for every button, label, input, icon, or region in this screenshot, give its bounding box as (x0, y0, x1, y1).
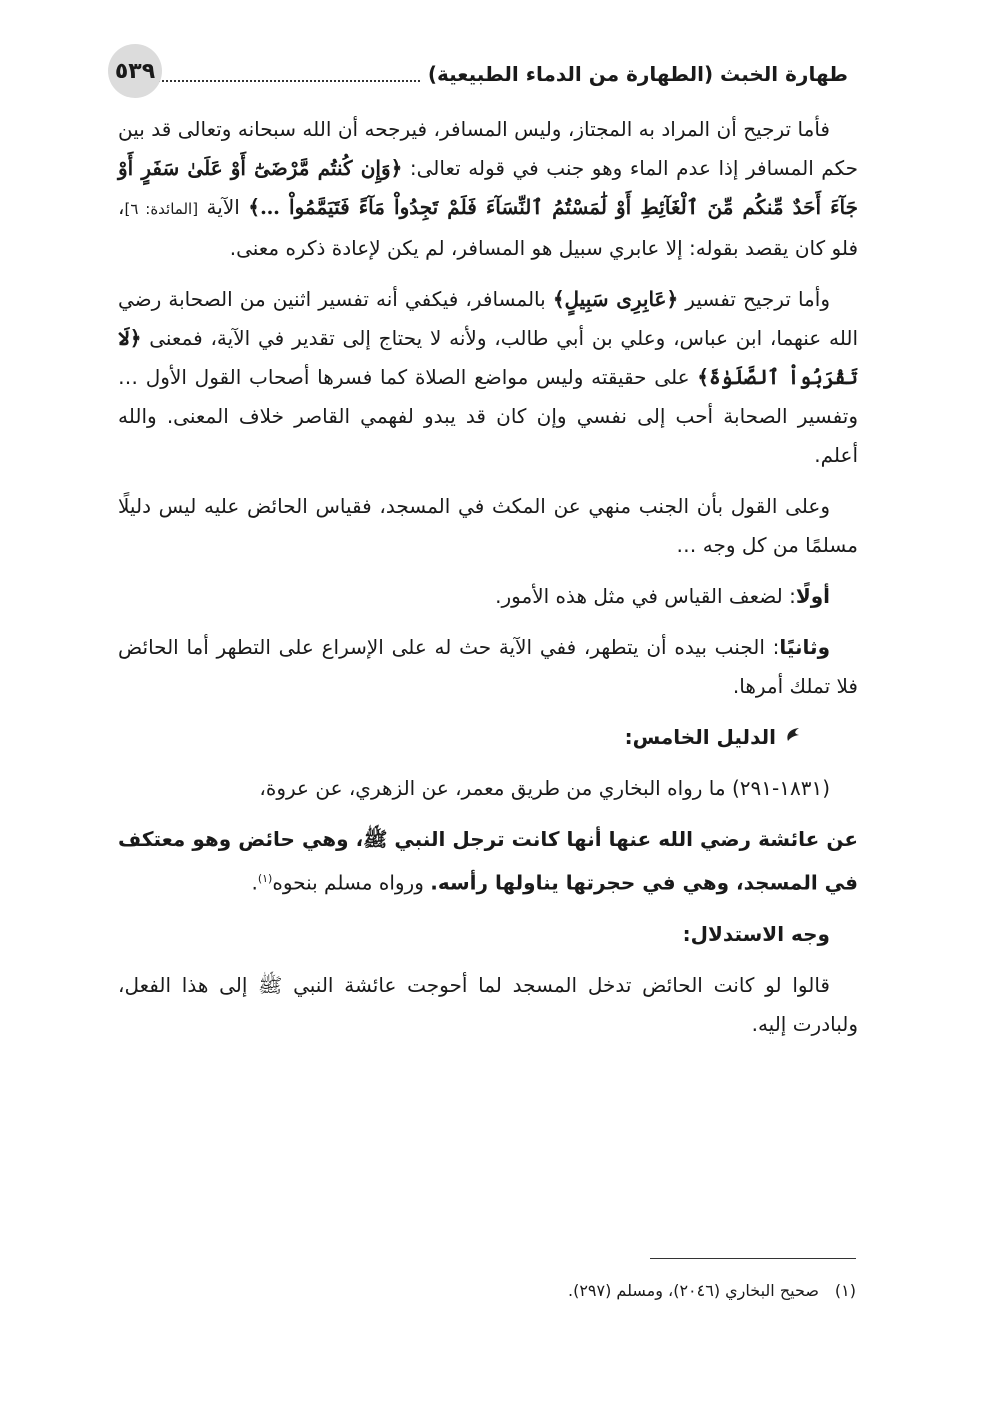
section-heading (118, 718, 858, 757)
paragraph-text: وأما ترجيح تفسير (678, 287, 830, 311)
paragraph: وعلى القول بأن الجنب منهي عن المكث في المسجد، فقياس الحائض عليه ليس دليلًا مسلمًا من كل وجه … (118, 494, 858, 557)
running-title: طهارة الخبث (الطهارة من الدماء الطبيعية) (427, 62, 848, 86)
section-heading: وجه الاستدلال: (682, 921, 830, 946)
page-header (108, 44, 848, 104)
paragraph-text: على حقيقته وليس مواضع الصلاة كما فسرها أصحاب القول الأول … وتفسير الصحابة أحب إلى نفسي وإن كان قد يبدو لفهمي القاصر خلاف المعنى. والله أعلم. (118, 365, 858, 467)
paragraph (118, 110, 858, 268)
paragraph-text: . (251, 870, 258, 895)
hadith-text: عن عائشة رضي الله عنها أنها كانت ترجل النبي ﷺ، وهي حائض وهو معتكف في المسجد، وهي في حجرتها يناولها رأسه. (118, 827, 858, 895)
footnote (300, 1277, 856, 1305)
paragraph (118, 280, 858, 475)
footnote-divider (650, 1258, 856, 1259)
quran-verse: ﴿عَابِرِى سَبِيلٍ﴾ (552, 287, 679, 311)
paragraph-text: : لضعف القياس في مثل هذه الأمور. (495, 584, 796, 608)
page-body (118, 110, 858, 1056)
paragraph: قالوا لو كانت الحائض تدخل المسجد لما أحوجت عائشة النبي ﷺ إلى هذا الفعل، ولبادرت إليه. (118, 972, 858, 1036)
paragraph-text: ورواه مسلم بنحوه (272, 870, 431, 895)
verse-reference: [المائدة: ٦] (124, 200, 199, 218)
page-number: ٥٣٩ (108, 44, 162, 98)
paragraph (118, 628, 858, 706)
point-label: وثانيًا (779, 635, 830, 659)
footnote-ref[interactable]: (١) (257, 872, 273, 885)
quran-verse: ﴿لَا تَقْرَبُواْ ٱلصَّلَوٰةَ﴾ (118, 326, 858, 389)
paragraph-text: بالمسافر، فيكفي أنه تفسير اثنين من الصحابة رضي الله عنهما، ابن عباس، وعلي بن أبي طالب، ولأنه لا يحتاج إلى تقدير في الآية، فمعنى (118, 287, 858, 350)
heading-text: الدليل الخامس: (624, 725, 776, 749)
header-dotted-rule (122, 80, 420, 82)
point-label: أولًا (795, 584, 830, 608)
crescent-leaf-icon (784, 718, 830, 757)
paragraph-text: : الجنب بيده أن يتطهر، ففي الآية حث له على الإسراع على التطهر أما الحائض فلا تملك أمرها. (118, 635, 858, 698)
paragraph: (١٨٣١-٢٩١) ما رواه البخاري من طريق معمر، عن الزهري، عن عروة، (259, 776, 830, 800)
footnote-text: صحيح البخاري (٢٠٤٦)، ومسلم (٢٩٧). (567, 1281, 819, 1300)
paragraph (118, 577, 858, 616)
paragraph (118, 820, 858, 903)
paragraph-text: فأما ترجيح أن المراد به المجتاز، وليس المسافر، فيرجحه أن الله سبحانه وتعالى قد بين حكم المسافر إذا عدم الماء وهو جنب في قوله تعالى: (118, 117, 859, 180)
quran-verse: ﴿وَإِن كُنتُم مَّرْضَىٰٓ أَوْ عَلَىٰ سَفَرٍ أَوْ جَآءَ أَحَدٌ مِّنكُم مِّنَ ٱلْغَآئِطِ أَوْ لَٰمَسْتُمُ ٱلنِّسَآءَ فَلَمْ تَجِدُواْ مَآءً فَتَيَمَّمُواْ …﴾ (118, 156, 859, 219)
footnote-number: (١) (834, 1281, 856, 1300)
paragraph-text: ، فلو كان يقصد بقوله: إلا عابري سبيل هو المسافر، لم يكن لإعادة ذكره معنى. (118, 195, 858, 260)
paragraph-text: الآية (198, 195, 249, 219)
